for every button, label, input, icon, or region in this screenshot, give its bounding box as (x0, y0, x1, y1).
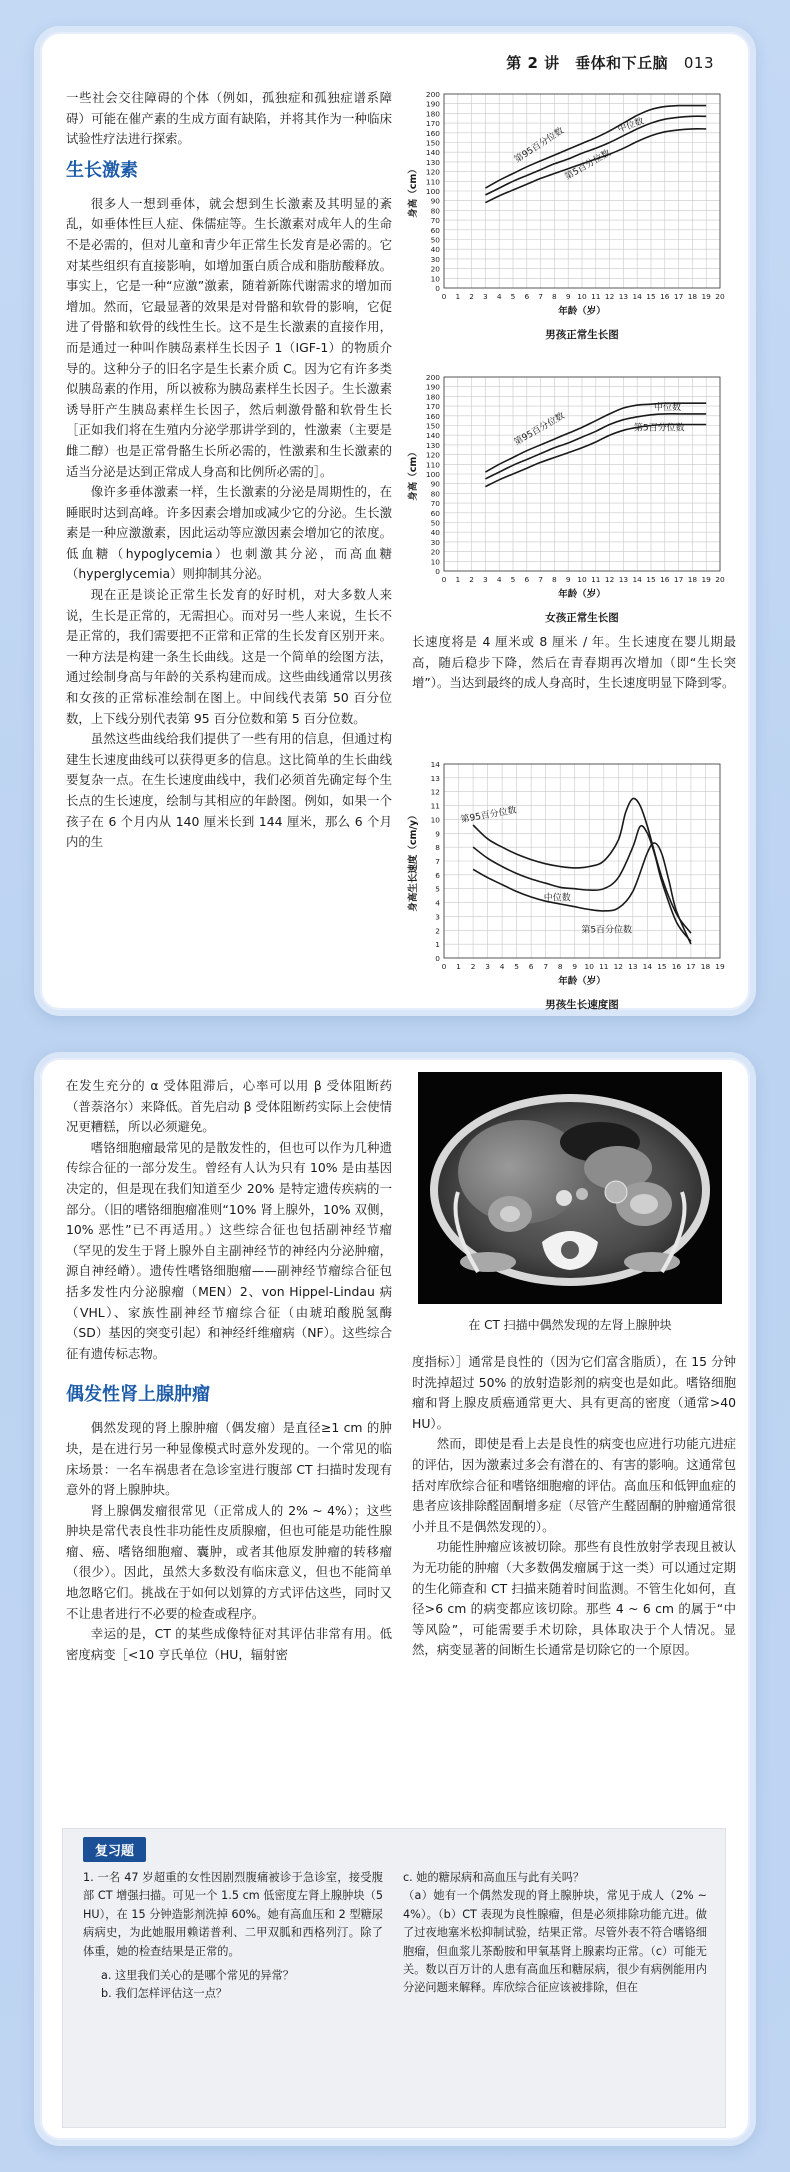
x-tick-label: 18 (687, 292, 698, 301)
x-tick-label: 17 (673, 575, 684, 584)
paragraph: 然而，即使是看上去是良性的病变也应进行功能亢进症的评估，因为激素过多会有潜在的、有害的影响。这通常包括对库欣综合征和嗜铬细胞瘤的评估。高血压和低钾血症的患者应该排除醛固酮增多症（尽管产生醛固酮的肿瘤通常很小并且不是偶然发现的）。 (412, 1436, 736, 1534)
section-heading: 生长激素 (66, 159, 138, 181)
y-tick-label: 140 (425, 148, 440, 158)
x-tick-label: 15 (646, 575, 656, 584)
x-tick-label: 13 (618, 292, 629, 301)
y-tick-label: 200 (425, 90, 440, 99)
x-tick-label: 11 (591, 292, 601, 301)
series-label: 第95百分位数 (512, 411, 567, 449)
x-tick-label: 16 (671, 962, 682, 971)
x-axis-label: 年龄（岁） (558, 306, 606, 317)
page-number: 013 (683, 54, 714, 72)
y-tick-label: 20 (430, 547, 440, 557)
y-tick-label: 40 (430, 245, 440, 255)
y-axis-label: 身高生长速度（cm/y） (408, 810, 419, 912)
y-tick-label: 10 (430, 815, 440, 825)
y-tick-label: 110 (425, 460, 440, 470)
page-card-1 (34, 26, 756, 1016)
y-tick-label: 8 (435, 843, 440, 853)
y-tick-label: 130 (425, 157, 440, 167)
x-tick-label: 6 (524, 575, 530, 584)
y-tick-label: 50 (430, 518, 440, 528)
boys-growth-chart (402, 84, 742, 346)
girls-growth-chart (402, 367, 742, 629)
x-tick-label: 7 (538, 575, 543, 584)
y-tick-label: 0 (435, 284, 440, 293)
y-tick-label: 14 (430, 760, 440, 769)
y-tick-label: 190 (425, 382, 440, 392)
paragraph: 像许多垂体激素一样，生长激素的分泌是周期性的，在睡眠时达到高峰。许多因素会增加或减少它的分泌。生长激素是一种应激激素，因此运动等应激因素会增加它的浓度。低血糖（hypoglycemia）也刺激其分泌，而高血糖（hyperglycemia）则抑制其分泌。 (66, 484, 392, 582)
x-tick-label: 13 (618, 575, 629, 584)
paragraph: 幸运的是，CT 的某些成像特征对其评估非常有用。低密度病变［<10 亨氏单位（HU，辐射密 (66, 1626, 392, 1662)
x-tick-label: 19 (715, 962, 725, 971)
x-tick-label: 2 (470, 962, 476, 971)
x-tick-label: 16 (660, 575, 670, 584)
x-tick-label: 11 (591, 575, 601, 584)
series-label: 中位数 (654, 402, 682, 413)
paragraph: 功能性肿瘤应该被切除。那些有良性放射学表现且被认为无功能的肿瘤（大多数偶发瘤属于这一类）可以通过定期的生化筛查和 CT 扫描来随着时间监测。不管生化如何，直径>6 cm 的病变都应该切除。那些 4 ~ 6 cm 的属于“中等风险”，可能需要手术切除，具体取决于个人情况。显然，病变显著的间断生长通常是切除它的一个原因。 (412, 1539, 736, 1658)
x-tick-label: 9 (565, 292, 571, 301)
paragraph: 肾上腺偶发瘤很常见（正常成人的 2% ~ 4%）；这些肿块是常代表良性非功能性皮质腺瘤，但也可能是功能性腺瘤、癌、嗜铬细胞瘤、囊肿，或者其他原发肿瘤的转移瘤（很少）。因此，虽然大多数没有临床意义，但也不能简单地忽略它们。挑战在于如何以划算的方式评估这些，同时又不让患者进行不必要的检查或程序。 (66, 1502, 392, 1621)
y-tick-label: 190 (425, 99, 440, 109)
x-tick-label: 6 (524, 292, 530, 301)
right-column (412, 632, 736, 694)
x-tick-label: 12 (604, 292, 615, 301)
x-tick-label: 0 (441, 575, 447, 584)
series-label: 中位数 (543, 893, 571, 904)
x-tick-label: 12 (613, 962, 624, 971)
y-tick-label: 170 (425, 119, 440, 129)
y-tick-label: 90 (430, 479, 440, 489)
ct-scan-drawing (418, 1072, 722, 1304)
review-left-column (83, 1869, 383, 2004)
y-tick-label: 2 (435, 926, 440, 936)
series-label: 第5百分位数 (581, 925, 633, 936)
ct-scan-image (418, 1072, 722, 1304)
series-label: 第5百分位数 (563, 148, 613, 183)
y-tick-label: 10 (430, 557, 440, 567)
x-tick-label: 0 (441, 292, 447, 301)
x-tick-label: 18 (700, 962, 711, 971)
x-tick-label: 3 (483, 575, 488, 584)
y-tick-label: 140 (425, 431, 440, 441)
paragraph: 虽然这些曲线给我们提供了一些有用的信息，但通过构建生长速度曲线可以获得更多的信息。这比简单的生长曲线要复杂一点。在生长速度曲线中，我们必须首先确定每个生长点的生长速度，绘制与其相应的年龄图。例如，如果一个孩子在 6 个月内从 140 厘米长到 144 厘米，那么 6 个月内的生 (66, 731, 392, 850)
x-tick-label: 5 (510, 292, 516, 301)
x-tick-label: 4 (499, 962, 505, 971)
x-axis-label: 年龄（岁） (558, 589, 606, 600)
paragraph: 在发生充分的 α 受体阻滞后，心率可以用 β 受体阻断药（普萘洛尔）来降低。首先启动 β 受体阻断药实际上会使情况更糟糕，所以必须避免。 (66, 1078, 392, 1135)
paragraph: 长速度将是 4 厘米或 8 厘米 / 年。生长速度在婴儿期最高，随后稳步下降，然后在青春期再次增加（即“生长突增”）。当达到最终的成人身高时，生长速度明显下降到零。 (412, 634, 736, 691)
y-tick-label: 9 (435, 829, 440, 839)
paragraph: 嗜铬细胞瘤最常见的是散发性的，但也可以作为几种遗传综合征的一部分发生。曾经有人认为只有 10% 是由基因决定的，但是现在我们知道至少 20% 是特定遗传疾病的一部分。（旧的嗜铬细胞瘤准则“10% 肾上腺外，10% 双侧，10% 恶性”已不再适用。）这些综合征也包括副神经节瘤（罕见的发生于肾上腺外自主副神经节的神经内分泌肿瘤，源自神经嵴）。遗传性嗜铬细胞瘤——副神经节瘤综合征包括多发性内分泌腺瘤（MEN）2、von Hippel-Lindau 病（VHL）、家族性副神经节瘤综合征（由琥珀酸脱氢酶（SD）基因的突变引起）和神经纤维瘤病（NF）。这些综合征有遗传标志物。 (66, 1139, 392, 1361)
y-tick-label: 6 (435, 870, 440, 880)
y-tick-label: 1 (435, 940, 440, 950)
series-label: 第5百分位数 (633, 423, 685, 434)
intro-paragraph: 一些社会交往障碍的个体（例如，孤独症和孤独症谱系障碍）可能在催产素的生成方面有缺陷，并将其作为一种临床试验性疗法进行探索。 (66, 90, 392, 147)
y-tick-label: 180 (425, 109, 440, 119)
y-tick-label: 160 (425, 411, 440, 421)
paragraph: 很多人一想到垂体，就会想到生长激素及其明显的紊乱，如垂体性巨人症、侏儒症等。生长激素对成年人的生命不是必需的，但对儿童和青少年正常生长发育是必需的。它对某些组织有直接影响，如增加蛋白质合成和脂肪酸释放。事实上，它是一种“应激”激素，随着新陈代谢需求的增加而增加。然而，它最显著的效果是对骨骼和软骨的影响，它促进了骨骼和软骨的线性生长。这不是生长激素的直接作用，而是通过一种叫作胰岛素样生长因子 1（IGF-1）的物质介导的。这种分子的旧名字是生长素介质 C。因为它有许多类似胰岛素的作用，所以被称为胰岛素样生长因子。生长激素诱导肝产生胰岛素样生长因子，然后刺激骨骼和软骨生长［正如我们将在生殖内分泌学那讲学到的，性激素（主要是雌二醇）也是正常骨骼生长所必需的，性激素和生长激素的适当分泌是达到正常成人身高和比例所必需的］。 (66, 195, 392, 479)
chart-title: 男孩正常生长图 (545, 329, 619, 341)
x-tick-label: 9 (572, 962, 578, 971)
y-tick-label: 4 (435, 898, 440, 908)
x-tick-label: 15 (657, 962, 667, 971)
chart-title: 女孩正常生长图 (545, 612, 619, 624)
x-tick-label: 18 (687, 575, 698, 584)
y-tick-label: 80 (430, 489, 440, 499)
question-part: c. 她的糖尿病和高血压与此有关吗？ (403, 1871, 585, 1884)
x-tick-label: 5 (510, 575, 516, 584)
y-tick-label: 60 (430, 225, 440, 235)
y-tick-label: 50 (430, 235, 440, 245)
boys-growth-velocity-chart (402, 754, 742, 1016)
y-tick-label: 150 (425, 138, 440, 148)
x-tick-label: 14 (642, 962, 653, 971)
x-tick-label: 16 (660, 292, 670, 301)
x-tick-label: 2 (469, 575, 474, 584)
x-tick-label: 0 (441, 962, 447, 971)
y-tick-label: 150 (425, 421, 440, 431)
y-tick-label: 170 (425, 402, 440, 412)
y-tick-label: 0 (435, 567, 440, 576)
x-tick-label: 14 (632, 292, 642, 301)
y-tick-label: 7 (435, 857, 440, 866)
x-tick-label: 19 (701, 292, 711, 301)
x-tick-label: 19 (701, 575, 711, 584)
x-tick-label: 3 (485, 962, 490, 971)
review-title: 复习题 (83, 1837, 146, 1862)
x-tick-label: 14 (632, 575, 642, 584)
y-axis-label: 身高（cm） (408, 447, 419, 501)
y-tick-label: 90 (430, 196, 440, 206)
y-tick-label: 120 (425, 167, 440, 177)
chapter-title: 第 2 讲 垂体和下丘脑 (506, 54, 669, 72)
y-tick-label: 30 (430, 537, 440, 547)
left-column (66, 88, 392, 853)
y-tick-label: 10 (430, 274, 440, 284)
review-questions-box (62, 1828, 726, 2128)
y-tick-label: 70 (430, 499, 440, 509)
x-tick-label: 10 (577, 292, 587, 301)
y-tick-label: 120 (425, 450, 440, 460)
answer: （a）她有一个偶然发现的肾上腺肿块，常见于成人（2% ~ 4%）。（b）CT 表现为良性腺瘤，但是必须排除功能亢进。做了过夜地塞米松抑制试验，结果正常。尽管外表不符合嗜铬细胞瘤，但血浆儿茶酚胺和甲氧基肾上腺素均正常。（c）可能无关。数以百万计的人患有高血压和糖尿病，很少有病例能用内分泌问题来解释。库欣综合征应该被排除，但在 (403, 1889, 707, 1995)
x-tick-label: 1 (455, 292, 461, 301)
x-tick-label: 1 (455, 575, 461, 584)
x-tick-label: 7 (538, 292, 543, 301)
series-label: 第95百分位数 (460, 805, 518, 826)
x-tick-label: 8 (557, 962, 563, 971)
x-tick-label: 20 (715, 575, 725, 584)
y-tick-label: 60 (430, 508, 440, 518)
review-right-column (403, 1869, 707, 1998)
series-label: 第95百分位数 (513, 126, 566, 166)
x-tick-label: 11 (599, 962, 609, 971)
x-tick-label: 8 (552, 292, 557, 301)
y-tick-label: 11 (430, 801, 440, 811)
y-tick-label: 110 (425, 177, 440, 187)
series-label: 中位数 (616, 116, 646, 136)
chart-title: 男孩生长速度图 (545, 999, 619, 1011)
y-tick-label: 0 (435, 954, 440, 963)
y-tick-label: 160 (425, 128, 440, 138)
y-tick-label: 130 (425, 440, 440, 450)
question-part: a. 这里我们关心的是哪个常见的异常？ (101, 1969, 294, 1983)
x-tick-label: 20 (715, 292, 725, 301)
x-tick-label: 6 (528, 962, 534, 971)
y-tick-label: 3 (435, 912, 440, 922)
x-tick-label: 5 (514, 962, 519, 971)
right-column (412, 1352, 736, 1661)
x-tick-label: 4 (496, 575, 502, 584)
x-tick-label: 4 (496, 292, 502, 301)
page-header (506, 52, 714, 73)
ct-caption: 在 CT 扫描中偶然发现的左肾上腺肿块 (468, 1318, 672, 1332)
x-tick-label: 7 (543, 962, 549, 971)
paragraph: 度指标）］通常是良性的（因为它们富含脂质），在 15 分钟时洗掉超过 50% 的放射造影剂的病变也是如此。嗜铬细胞瘤和肾上腺皮质癌通常更大、具有更高的密度（通常>40 HU）。 (412, 1354, 736, 1431)
x-tick-label: 17 (673, 292, 684, 301)
x-tick-label: 15 (646, 292, 656, 301)
y-tick-label: 100 (425, 470, 440, 479)
y-tick-label: 180 (425, 392, 440, 402)
x-tick-label: 2 (469, 292, 474, 301)
page-card-2 (34, 1052, 756, 2146)
question-part: b. 我们怎样评估这一点？ (101, 1987, 228, 2001)
x-tick-label: 10 (577, 575, 587, 584)
x-axis-label: 年龄（岁） (558, 976, 606, 987)
x-tick-label: 13 (628, 962, 638, 971)
left-column (66, 1076, 392, 1665)
x-tick-label: 10 (584, 962, 594, 971)
y-tick-label: 5 (435, 884, 440, 894)
paragraph: 现在正是谈论正常生长发育的好时机，对大多数人来说，生长是正常的，无需担心。而对另一些人来说，生长不是正常的，我们需要把不正常和正常的生长发育区别开来。一种方法是构建一条生长曲线。这是一个简单的绘图方法，通过绘制身高与年龄的关系构建而成。这些曲线通常以男孩和女孩的正常标准绘制在图上。中间线代表第 50 百分位数，上下线分别代表第 95 百分位数和第 5 百分位数。 (66, 587, 392, 726)
x-tick-label: 8 (552, 575, 557, 584)
y-tick-label: 20 (430, 264, 440, 274)
x-tick-label: 3 (483, 292, 488, 301)
y-tick-label: 80 (430, 206, 440, 216)
y-tick-label: 100 (425, 187, 440, 196)
x-tick-label: 9 (565, 575, 571, 584)
question: 1. 一名 47 岁超重的女性因剧烈腹痛被诊于急诊室，接受腹部 CT 增强扫描。可见一个 1.5 cm 低密度左肾上腺肿块（5 HU），在 15 分钟造影剂洗掉 60%。她有高血压和 2 型糖尿病病史，为此她服用赖诺普利、二甲双胍和西格列汀。除了体重，她的检查结果是正常的。 (83, 1871, 383, 1958)
y-tick-label: 200 (425, 373, 440, 382)
paragraph: 偶然发现的肾上腺肿瘤（偶发瘤）是直径≥1 cm 的肿块，是在进行另一种显像模式时意外发现的。一个常见的临床场景：一名车祸患者在急诊室进行腹部 CT 扫描时发现有意外的肾上腺肿块。 (66, 1420, 392, 1498)
section-heading: 偶发性肾上腺肿瘤 (66, 1384, 210, 1406)
y-tick-label: 12 (430, 787, 440, 797)
x-tick-label: 1 (456, 962, 461, 971)
series-line (473, 826, 691, 942)
x-tick-label: 12 (604, 575, 615, 584)
x-tick-label: 17 (686, 962, 696, 971)
y-tick-label: 13 (430, 773, 440, 783)
y-tick-label: 70 (430, 216, 440, 226)
y-tick-label: 30 (430, 254, 440, 264)
y-axis-label: 身高（cm） (408, 164, 419, 218)
y-tick-label: 40 (430, 528, 440, 538)
